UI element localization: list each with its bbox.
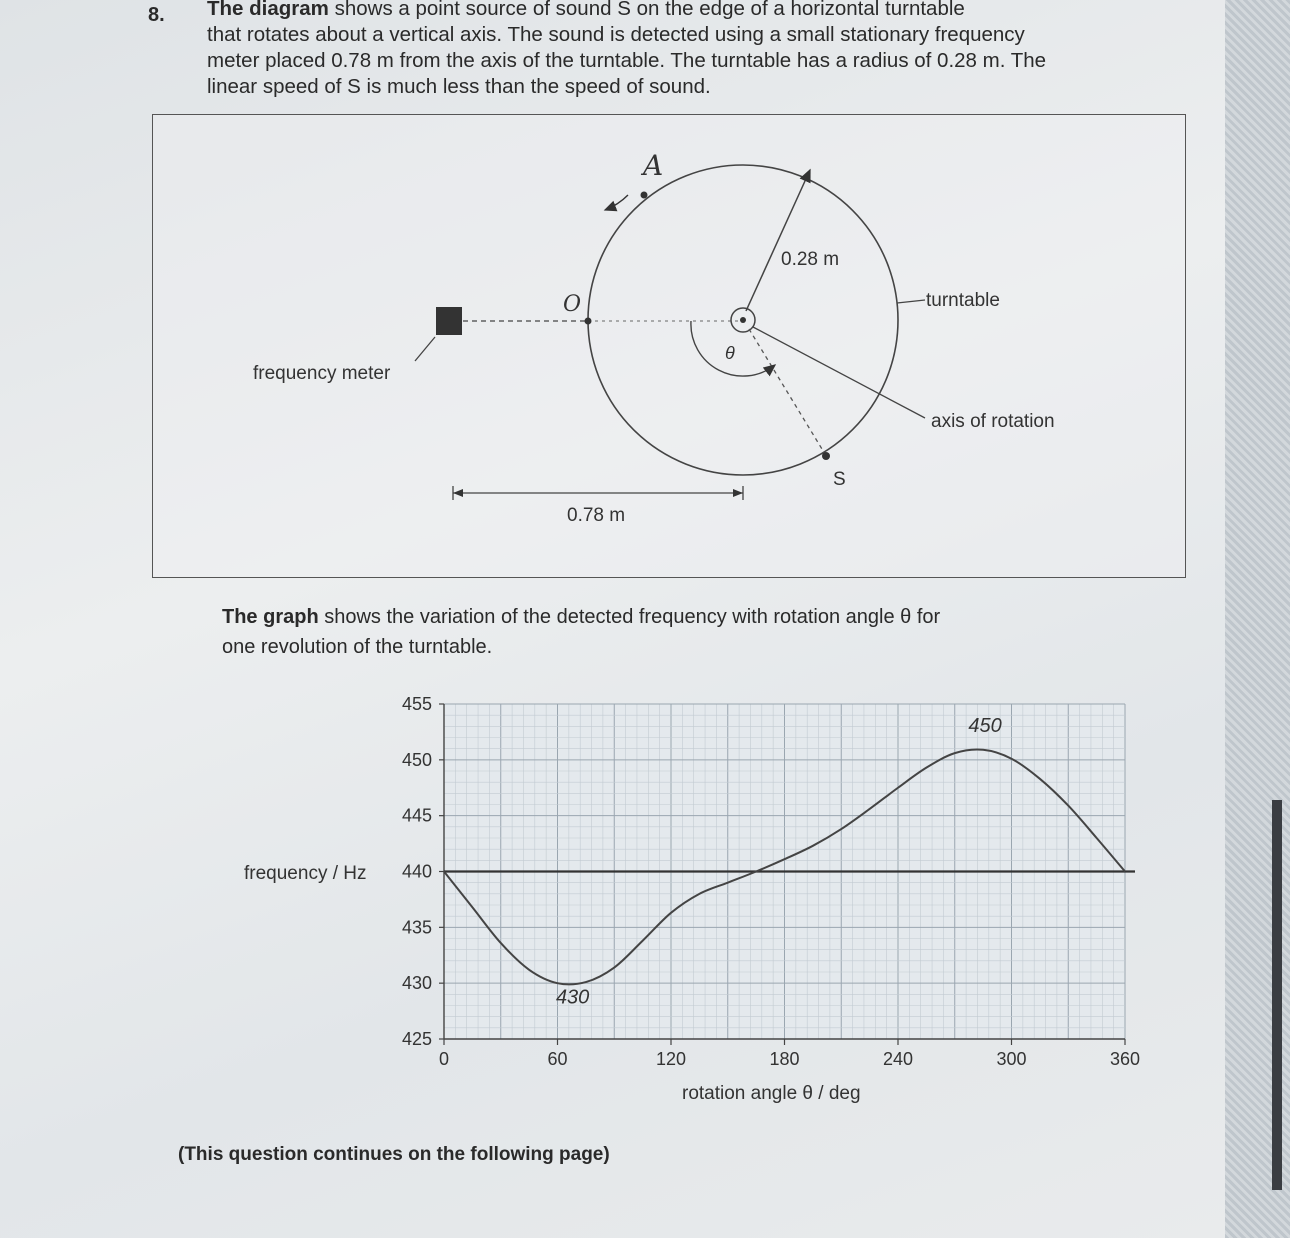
intro-line-3: meter placed 0.78 m from the axis of the turntable. The turntable has a radius of 0.28 m. The bbox=[207, 49, 1047, 72]
x-tick-label: 300 bbox=[996, 1049, 1027, 1069]
x-tick-label: 360 bbox=[1109, 1049, 1141, 1069]
y-tick-label: 455 bbox=[401, 694, 432, 714]
label-distance: 0.78 m bbox=[567, 505, 626, 526]
label-turntable: turntable bbox=[926, 290, 1000, 311]
point-o bbox=[585, 318, 592, 325]
x-axis-label: rotation angle θ / deg bbox=[682, 1083, 861, 1104]
y-tick-label: 430 bbox=[401, 973, 432, 994]
y-tick-label: 425 bbox=[401, 1029, 432, 1049]
intro-line-2: that rotates about a vertical axis. The sound is detected using a small stationary frequency bbox=[207, 23, 1025, 46]
intro-bold: The diagram bbox=[207, 0, 329, 20]
y-tick-label: 435 bbox=[401, 917, 432, 938]
frequency-chart bbox=[230, 685, 1150, 1115]
y-axis-label: frequency / Hz bbox=[244, 863, 367, 884]
intro-line-4: linear speed of S is much less than the speed of sound. bbox=[207, 75, 711, 98]
axis-leader-line bbox=[753, 327, 925, 418]
graph-description bbox=[222, 602, 1042, 662]
diagram-svg bbox=[153, 115, 1185, 577]
question-intro bbox=[207, 0, 1137, 100]
handwritten-a: A bbox=[643, 149, 664, 182]
label-frequency-meter: frequency meter bbox=[253, 363, 391, 384]
label-radius: 0.28 m bbox=[781, 249, 840, 270]
label-theta: θ bbox=[725, 343, 735, 363]
annotation-430: 430 bbox=[555, 986, 590, 1009]
y-tick-label: 440 bbox=[401, 861, 432, 882]
background-object bbox=[1272, 800, 1282, 1190]
graph-line-2: one revolution of the turntable. bbox=[222, 636, 493, 658]
source-s-dot bbox=[822, 452, 830, 460]
y-tick-label: 445 bbox=[401, 805, 432, 826]
y-tick-label: 450 bbox=[401, 749, 432, 770]
question-number: 8. bbox=[148, 4, 165, 26]
x-tick-label: 240 bbox=[882, 1049, 914, 1069]
radius-arrow bbox=[746, 170, 810, 311]
label-s: S bbox=[833, 469, 846, 490]
x-tick-label: 180 bbox=[769, 1049, 800, 1069]
x-tick-label: 120 bbox=[655, 1049, 687, 1069]
graph-line-1: shows the variation of the detected frequency with rotation angle θ for bbox=[318, 606, 941, 628]
handwritten-arrow-icon bbox=[605, 195, 628, 210]
turntable-diagram bbox=[152, 114, 1186, 578]
x-tick-label: 0 bbox=[438, 1049, 450, 1069]
annotation-450: 450 bbox=[968, 714, 1002, 737]
continues-note: (This question continues on the following page) bbox=[178, 1144, 610, 1165]
handwritten-o: O bbox=[563, 292, 582, 317]
label-axis-of-rotation: axis of rotation bbox=[931, 411, 1055, 432]
intro-line-1: shows a point source of sound S on the edge of a horizontal turntable bbox=[328, 0, 965, 20]
dashed-line-to-s bbox=[749, 329, 825, 454]
meter-leader-line bbox=[415, 337, 435, 361]
turntable-leader-line bbox=[897, 300, 925, 303]
point-a-dot bbox=[641, 192, 648, 199]
graph-bold: The graph bbox=[222, 606, 319, 628]
frequency-meter-icon bbox=[436, 307, 462, 335]
x-tick-label: 60 bbox=[547, 1049, 568, 1069]
